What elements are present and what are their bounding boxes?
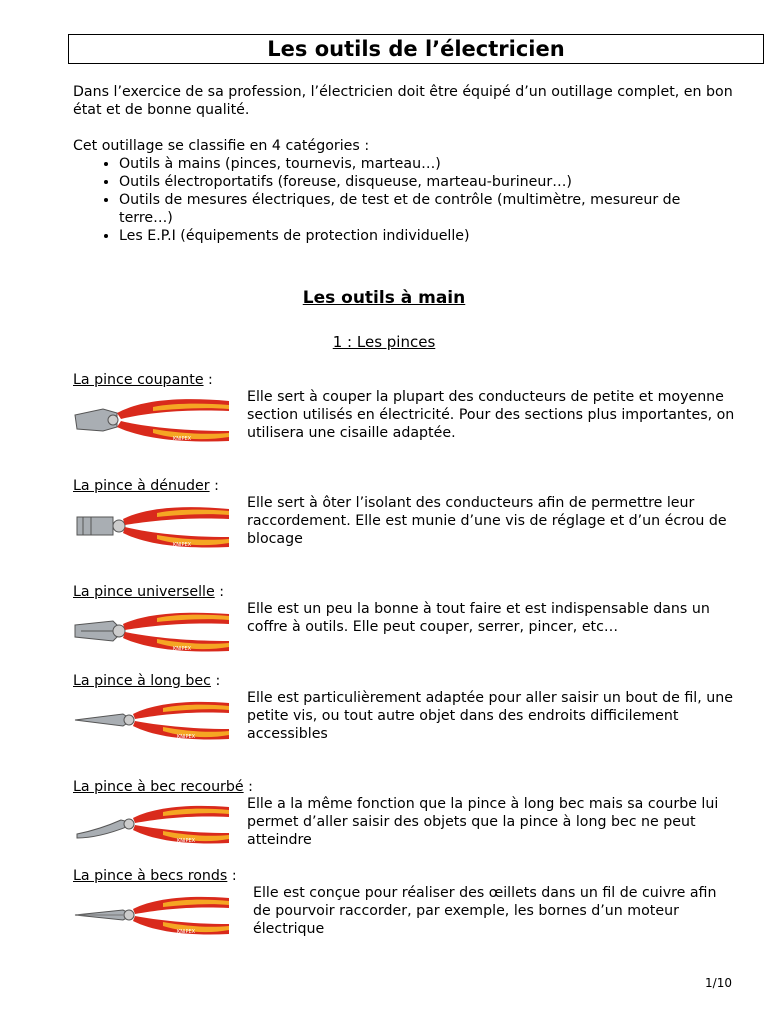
tool-name: La pince à becs ronds <box>73 868 228 884</box>
long-nose-pliers-icon <box>73 694 233 746</box>
tool-description: Elle sert à ôter l’isolant des conducteurs afin de permettre leur raccordement. Elle est munie d’une vis de réglage et d’un écrou de blocage <box>247 495 727 547</box>
tool-name-line: La pince universelle : <box>73 584 224 600</box>
page-title <box>68 34 764 64</box>
combination-pliers-icon <box>73 605 233 657</box>
tool-name-line: La pince à bec recourbé : <box>73 779 253 795</box>
tool-name-line: La pince coupante : <box>73 372 213 388</box>
tool-description: Elle sert à couper la plupart des conducteurs de petite et moyenne section utilisés en électricité. Pour des sections plus importantes, on utilisera une cisaille adaptée. <box>247 389 735 441</box>
page-title-text: Les outils de l’électricien <box>267 37 565 61</box>
tool-name-line: La pince à long bec : <box>73 673 221 689</box>
intro-paragraph: Dans l’exercice de sa profession, l’électricien doit être équipé d’un outillage complet, en bon état et de bonne qualité. <box>73 84 733 118</box>
tool-name-line: La pince à dénuder : <box>73 478 219 494</box>
wire-stripper-icon <box>73 499 233 555</box>
classification-text: Cet outillage se classifie en 4 catégories : <box>73 138 370 154</box>
category-item: • Les E.P.I (équipements de protection individuelle) <box>119 227 733 245</box>
tool-entry-round-nose-pliers <box>73 867 743 937</box>
svg-text:KNIPEX: KNIPEX <box>173 436 192 442</box>
tool-name: La pince à long bec <box>73 673 211 689</box>
category-item: • Outils de mesures électriques, de test et de contrôle (multimètre, mesureur de terre…) <box>119 191 733 227</box>
svg-text:KNIPEX: KNIPEX <box>177 838 196 844</box>
tool-description: Elle a la même fonction que la pince à long bec mais sa courbe lui permet d’aller saisir des objets que la pince à long bec ne peut atteindre <box>247 796 719 848</box>
tool-description: Elle est particulièrement adaptée pour aller saisir un bout de fil, une petite vis, ou tout autre objet dans des endroits difficilement accessibles <box>247 690 733 742</box>
tool-description: Elle est un peu la bonne à tout faire et est indispensable dans un coffre à outils. Elle peut couper, serrer, pincer, etc… <box>247 601 710 635</box>
tool-entry-long-nose-pliers <box>73 672 743 742</box>
svg-text:KNIPEX: KNIPEX <box>173 646 192 652</box>
svg-text:KNIPEX: KNIPEX <box>173 542 192 548</box>
svg-text:KNIPEX: KNIPEX <box>177 929 196 935</box>
tool-name: La pince universelle <box>73 584 215 600</box>
cutting-pliers-icon <box>73 393 233 449</box>
tool-name-line: La pince à becs ronds : <box>73 868 237 884</box>
tool-entry-bent-nose-pliers <box>73 778 743 848</box>
category-list <box>73 155 733 245</box>
page-number: 1/10 <box>705 976 732 990</box>
section-title: Les outils à main <box>302 288 466 308</box>
tool-description: Elle est conçue pour réaliser des œillets dans un fil de cuivre afin de pourvoir raccorder, par exemple, les bornes d’un moteur électrique <box>253 885 717 937</box>
tool-name: La pince à bec recourbé <box>73 779 244 795</box>
tool-name: La pince à dénuder <box>73 478 210 494</box>
tool-name: La pince coupante <box>73 372 204 388</box>
tool-entry-combination-pliers <box>73 583 743 652</box>
tool-entry-wire-stripper <box>73 477 743 548</box>
round-nose-pliers-icon <box>73 889 233 941</box>
svg-text:KNIPEX: KNIPEX <box>177 734 196 740</box>
tool-entry-cutting-pliers <box>73 371 743 442</box>
subsection-title: 1 : Les pinces <box>332 333 436 351</box>
bent-nose-pliers-icon <box>73 798 233 850</box>
category-item: • Outils électroportatifs (foreuse, disqueuse, marteau-burineur…) <box>119 173 733 191</box>
intro-section <box>73 83 733 245</box>
category-item: • Outils à mains (pinces, tournevis, marteau…) <box>119 155 733 173</box>
